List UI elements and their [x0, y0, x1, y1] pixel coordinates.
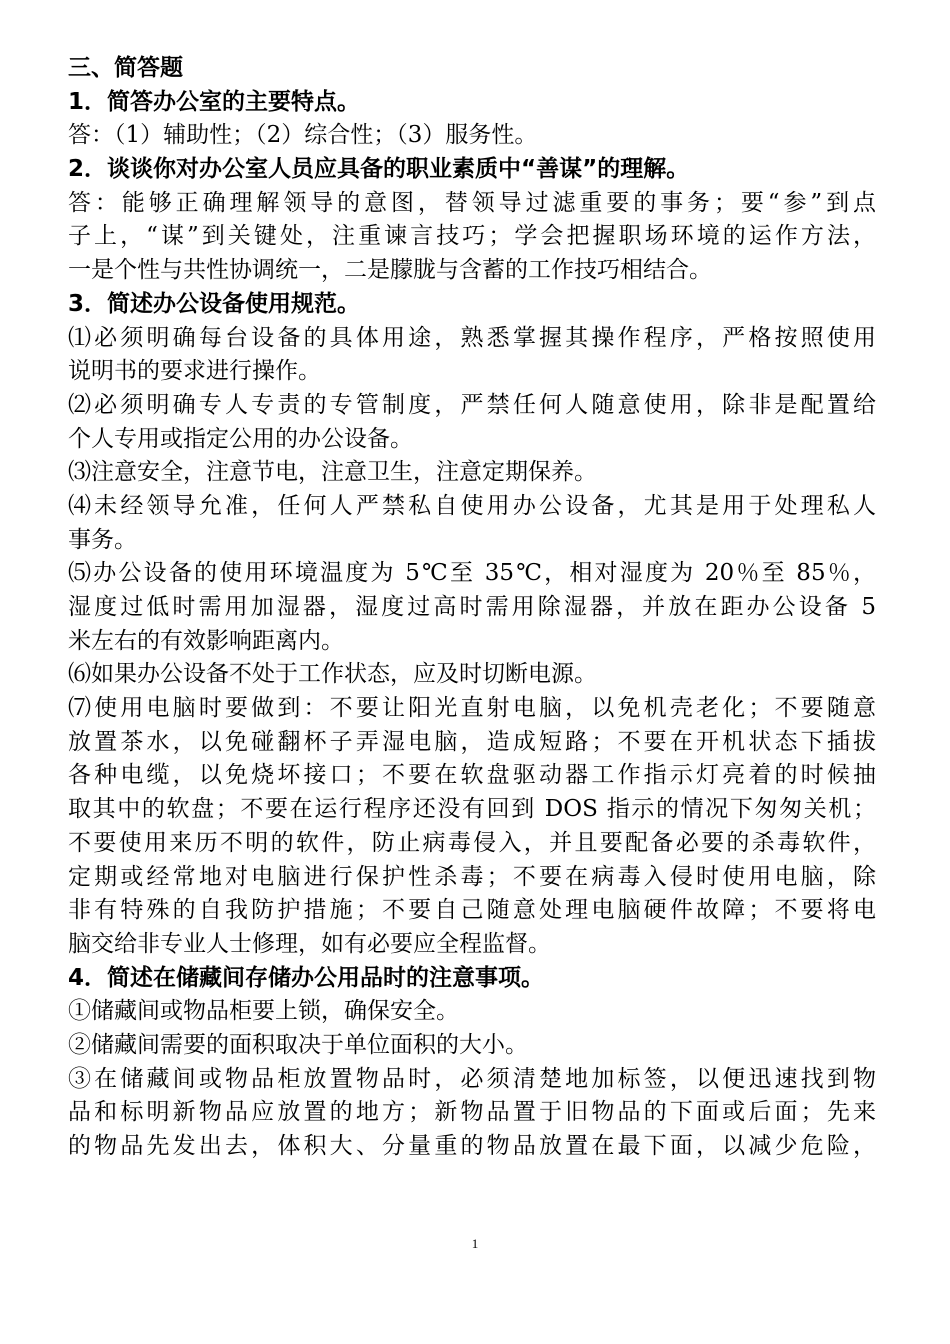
answer-line: ⑺使用电脑时要做到：不要让阳光直射电脑，以免机壳老化；不要随意 [68, 695, 876, 722]
answer-line: ②储藏间需要的面积取决于单位面积的大小。 [68, 1031, 528, 1058]
answer-line: ⑹如果办公设备不处于工作状态，应及时切断电源。 [68, 661, 597, 688]
answer-line: ⑵必须明确专人专责的专管制度，严禁任何人随意使用，除非是配置给 [68, 391, 876, 418]
question-4-title: 4．简述在储藏间存储办公用品时的注意事项。 [68, 964, 545, 991]
answer-line: 答：（1）辅助性；（2）综合性；（3）服务性。 [68, 122, 538, 149]
answer-line: 事务。 [68, 526, 137, 553]
answer-line: 脑交给非专业人士修理，如有必要应全程监督。 [68, 930, 551, 957]
answer-line: 一是个性与共性协调统一，二是朦胧与含蓄的工作技巧相结合。 [68, 257, 712, 284]
answer-line: 品和标明新物品应放置的地方；新物品置于旧物品的下面或后面；先来 [68, 1099, 876, 1126]
answer-line: 取其中的软盘；不要在运行程序还没有回到 DOS 指示的情况下匆匆关机； [68, 796, 876, 823]
answer-line: 个人专用或指定公用的办公设备。 [68, 425, 413, 452]
answer-line: 的物品先发出去，体积大、分量重的物品放置在最下面，以减少危险， [68, 1133, 876, 1159]
section-title: 三、简答题 [68, 55, 183, 81]
answer-line: 湿度过低时需用加湿器，湿度过高时需用除湿器，并放在距办公设备 5 [68, 594, 876, 620]
answer-line: 定期或经常地对电脑进行保护性杀毒；不要在病毒入侵时使用电脑，除 [68, 863, 876, 890]
question-2-title: 2．谈谈你对办公室人员应具备的职业素质中“善谋”的理解。 [68, 156, 690, 183]
answer-line: 子上，“谋”到关键处，注重谏言技巧；学会把握职场环境的运作方法， [68, 223, 876, 250]
page-number: 1 [471, 1236, 479, 1251]
answer-line: ⑶注意安全，注意节电，注意卫生，注意定期保养。 [68, 459, 597, 486]
answer-line: 各种电缆，以免烧坏接口；不要在软盘驱动器工作指示灯亮着的时候抽 [68, 762, 876, 789]
document-body [68, 52, 876, 1164]
answer-line: ①储藏间或物品柜要上锁，确保安全。 [68, 998, 459, 1025]
answer-line: 答：能够正确理解领导的意图，替领导过滤重要的事务；要“参”到点 [68, 189, 876, 216]
answer-line: ⑸办公设备的使用环境温度为 5℃至 35℃，相对湿度为 20％至 85％， [68, 560, 876, 587]
answer-line: 放置茶水，以免碰翻杯子弄湿电脑，造成短路；不要在开机状态下插拔 [68, 728, 876, 755]
answer-line: 说明书的要求进行操作。 [68, 358, 321, 385]
answer-line: 不要使用来历不明的软件，防止病毒侵入，并且要配备必要的杀毒软件， [68, 829, 876, 856]
answer-line: 非有特殊的自我防护措施；不要自己随意处理电脑硬件故障；不要将电 [68, 897, 876, 924]
answer-line: 米左右的有效影响距离内。 [68, 627, 344, 654]
question-3-title: 3．简述办公设备使用规范。 [68, 290, 361, 317]
answer-line: ③在储藏间或物品柜放置物品时，必须清楚地加标签，以便迅速找到物 [68, 1065, 876, 1092]
answer-line: ⑷未经领导允准，任何人严禁私自使用办公设备，尤其是用于处理私人 [68, 492, 876, 519]
question-1-title: 1．简答办公室的主要特点。 [68, 88, 361, 115]
answer-line: ⑴必须明确每台设备的具体用途，熟悉掌握其操作程序，严格按照使用 [68, 324, 876, 351]
